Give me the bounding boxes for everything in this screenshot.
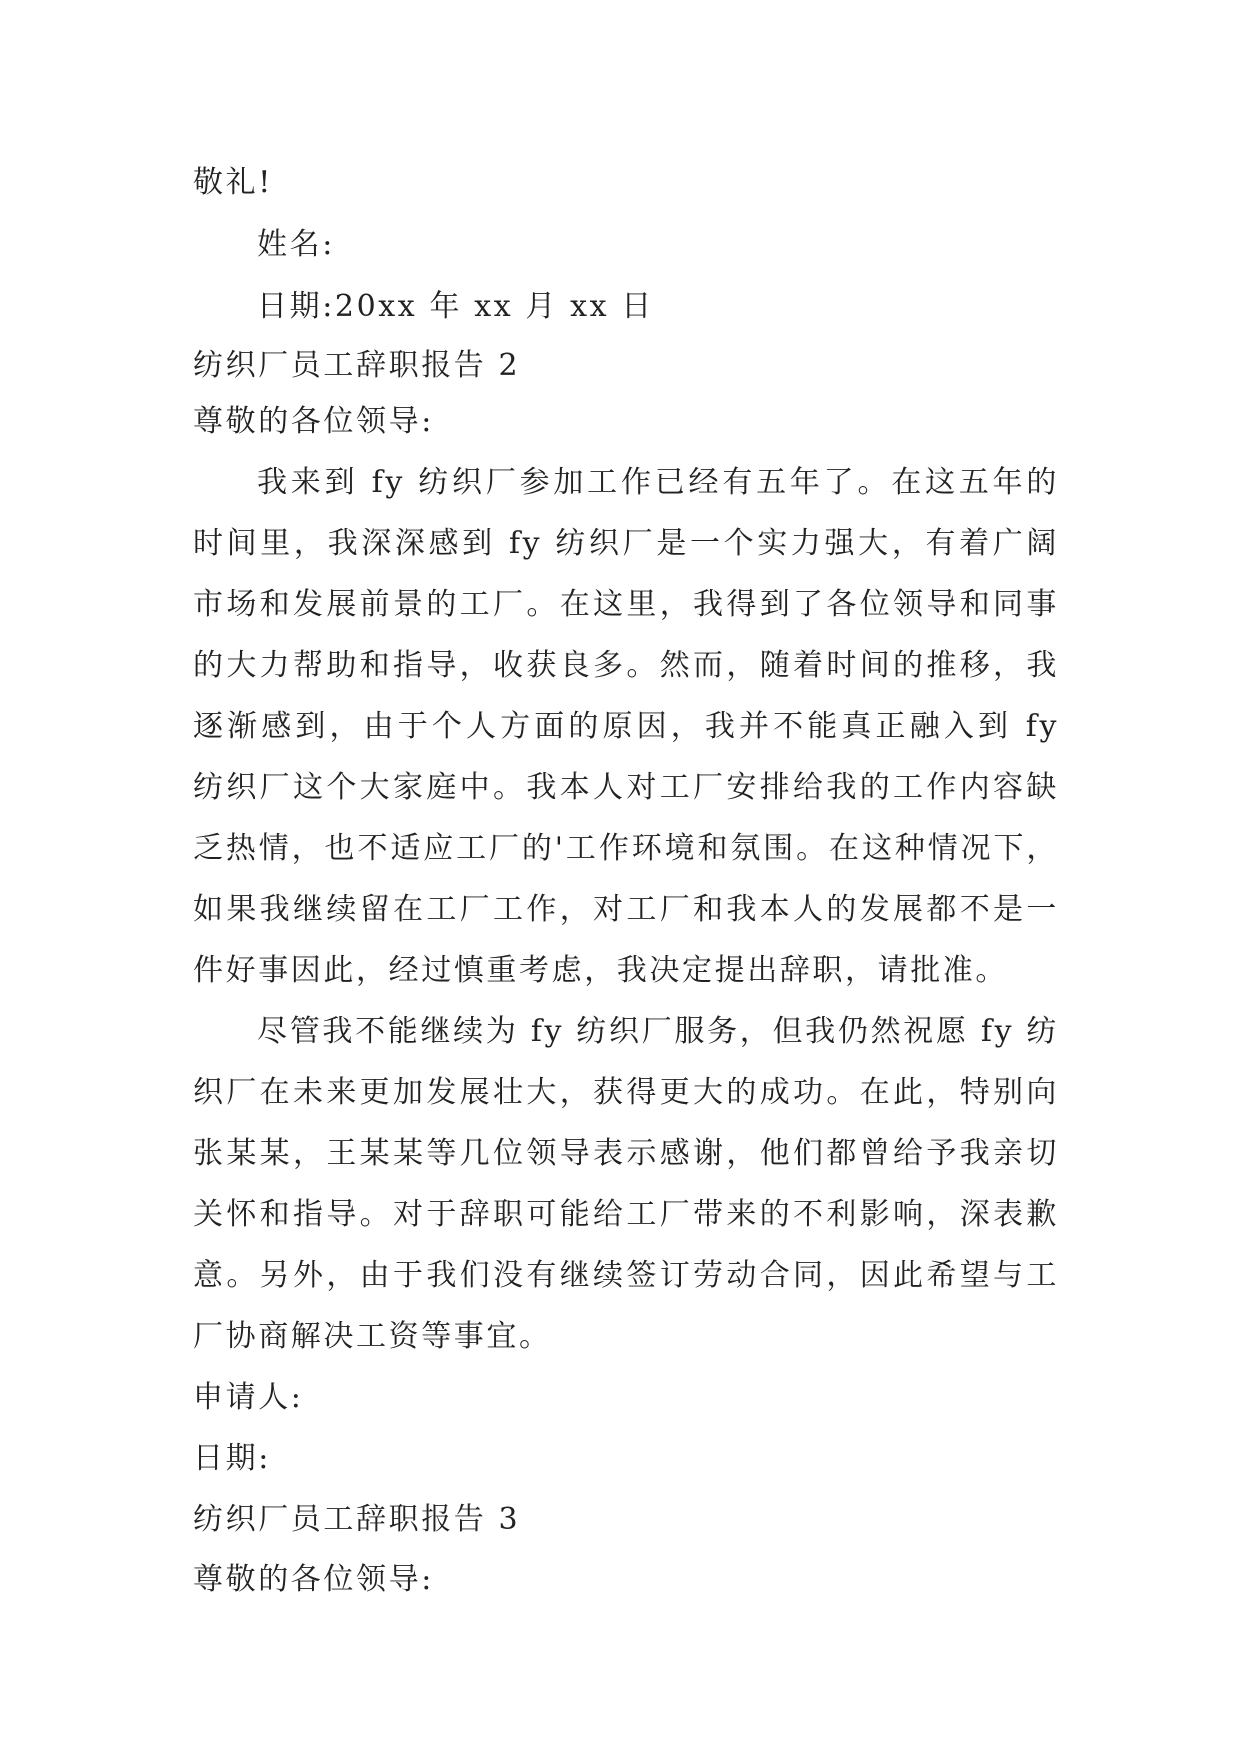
paragraph-2-line-5: 意。另外，由于我们没有继续签订劳动合同，因此希望与工 bbox=[193, 1258, 1059, 1293]
greeting-2: 尊敬的各位领导: bbox=[193, 404, 434, 439]
paragraph-2-line-4: 关怀和指导。对于辞职可能给工厂带来的不利影响，深表歉 bbox=[193, 1197, 1059, 1232]
section-title-2: 纺织厂员工辞职报告 2 bbox=[193, 348, 521, 383]
paragraph-2-line-3: 张某某，王某某等几位领导表示感谢，他们都曾给予我亲切 bbox=[193, 1136, 1059, 1171]
paragraph-1-line-2: 时间里，我深深感到 fy 纺织厂是一个实力强大，有着广阔 bbox=[193, 526, 1059, 561]
paragraph-1-line-9: 件好事因此，经过慎重考虑，我决定提出辞职，请批准。 bbox=[193, 953, 1008, 988]
paragraph-1-line-6: 纺织厂这个大家庭中。我本人对工厂安排给我的工作内容缺 bbox=[193, 770, 1059, 805]
signature-name-label: 姓名: bbox=[257, 227, 335, 262]
signature-date-line: 日期:20xx 年 xx 月 xx 日 bbox=[257, 289, 654, 324]
paragraph-1-line-8: 如果我继续留在工厂工作，对工厂和我本人的发展都不是一 bbox=[193, 892, 1059, 927]
paragraph-1-line-3: 市场和发展前景的工厂。在这里，我得到了各位领导和同事 bbox=[193, 587, 1059, 622]
closing-salutation: 敬礼! bbox=[193, 165, 273, 200]
paragraph-2-line-2: 织厂在未来更加发展壮大，获得更大的成功。在此，特别向 bbox=[193, 1075, 1059, 1110]
paragraph-1-line-5: 逐渐感到，由于个人方面的原因，我并不能真正融入到 fy bbox=[193, 709, 1059, 744]
paragraph-1-line-7: 乏热情，也不适应工厂的'工作环境和氛围。在这种情况下， bbox=[193, 831, 1059, 866]
paragraph-2-line-6: 厂协商解决工资等事宜。 bbox=[193, 1319, 552, 1354]
greeting-3: 尊敬的各位领导: bbox=[193, 1562, 434, 1597]
section-title-3: 纺织厂员工辞职报告 3 bbox=[193, 1502, 521, 1537]
applicant-label: 申请人: bbox=[193, 1380, 304, 1415]
date-label: 日期: bbox=[193, 1441, 271, 1476]
paragraph-2-line-1: 尽管我不能继续为 fy 纺织厂服务，但我仍然祝愿 fy 纺 bbox=[257, 1014, 1059, 1049]
paragraph-1-line-1: 我来到 fy 纺织厂参加工作已经有五年了。在这五年的 bbox=[257, 465, 1059, 500]
paragraph-1-line-4: 的大力帮助和指导，收获良多。然而，随着时间的推移，我 bbox=[193, 648, 1059, 683]
